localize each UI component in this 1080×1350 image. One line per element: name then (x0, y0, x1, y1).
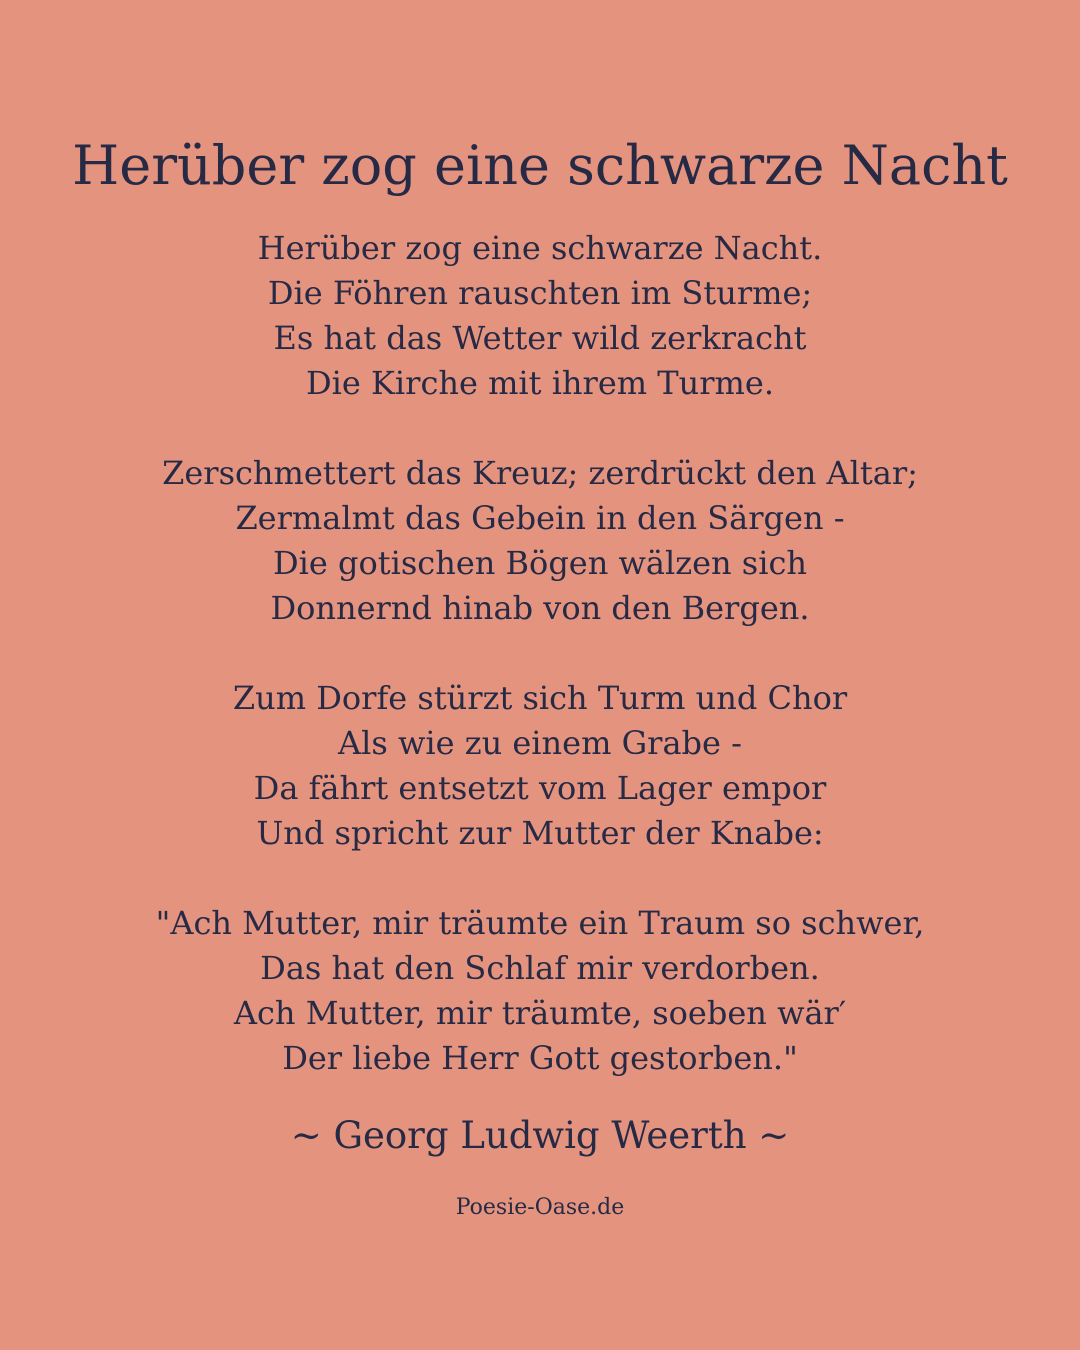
poem-line: Ach Mutter, mir träumte, soeben wär′ (233, 994, 847, 1032)
poem-line: Zerschmettert das Kreuz; zerdrückt den Altar; (162, 454, 918, 492)
website-credit: Poesie-Oase.de (455, 1195, 625, 1220)
poem-line: Die Kirche mit ihrem Turme. (306, 364, 774, 402)
poem-line: Der liebe Herr Gott gestorben." (282, 1039, 798, 1077)
stanza-3 (0, 676, 1080, 856)
poem-line: Herüber zog eine schwarze Nacht. (257, 229, 823, 267)
poem-line: Als wie zu einem Grabe - (338, 724, 742, 762)
poem-line: Und spricht zur Mutter der Knabe: (256, 814, 824, 852)
stanza-1 (0, 226, 1080, 406)
poem-line: Zum Dorfe stürzt sich Turm und Chor (232, 679, 848, 717)
poem-line: Die gotischen Bögen wälzen sich (273, 544, 807, 582)
poem-author: ~ Georg Ludwig Weerth ~ (290, 1114, 790, 1157)
poem-line: "Ach Mutter, mir träumte ein Traum so schwer, (155, 904, 925, 942)
stanza-2 (0, 451, 1080, 631)
poem-line: Donnernd hinab von den Bergen. (270, 589, 810, 627)
poem-line: Zermalmt das Gebein in den Särgen - (235, 499, 845, 537)
poem-line: Das hat den Schlaf mir verdorben. (260, 949, 820, 987)
poem-line: Da fährt entsetzt vom Lager empor (253, 769, 827, 807)
poem-line: Die Föhren rauschten im Sturme; (267, 274, 813, 312)
poem-line: Es hat das Wetter wild zerkracht (273, 319, 807, 357)
stanza-4 (0, 901, 1080, 1081)
poem-title: Herüber zog eine schwarze Nacht (72, 134, 1008, 197)
